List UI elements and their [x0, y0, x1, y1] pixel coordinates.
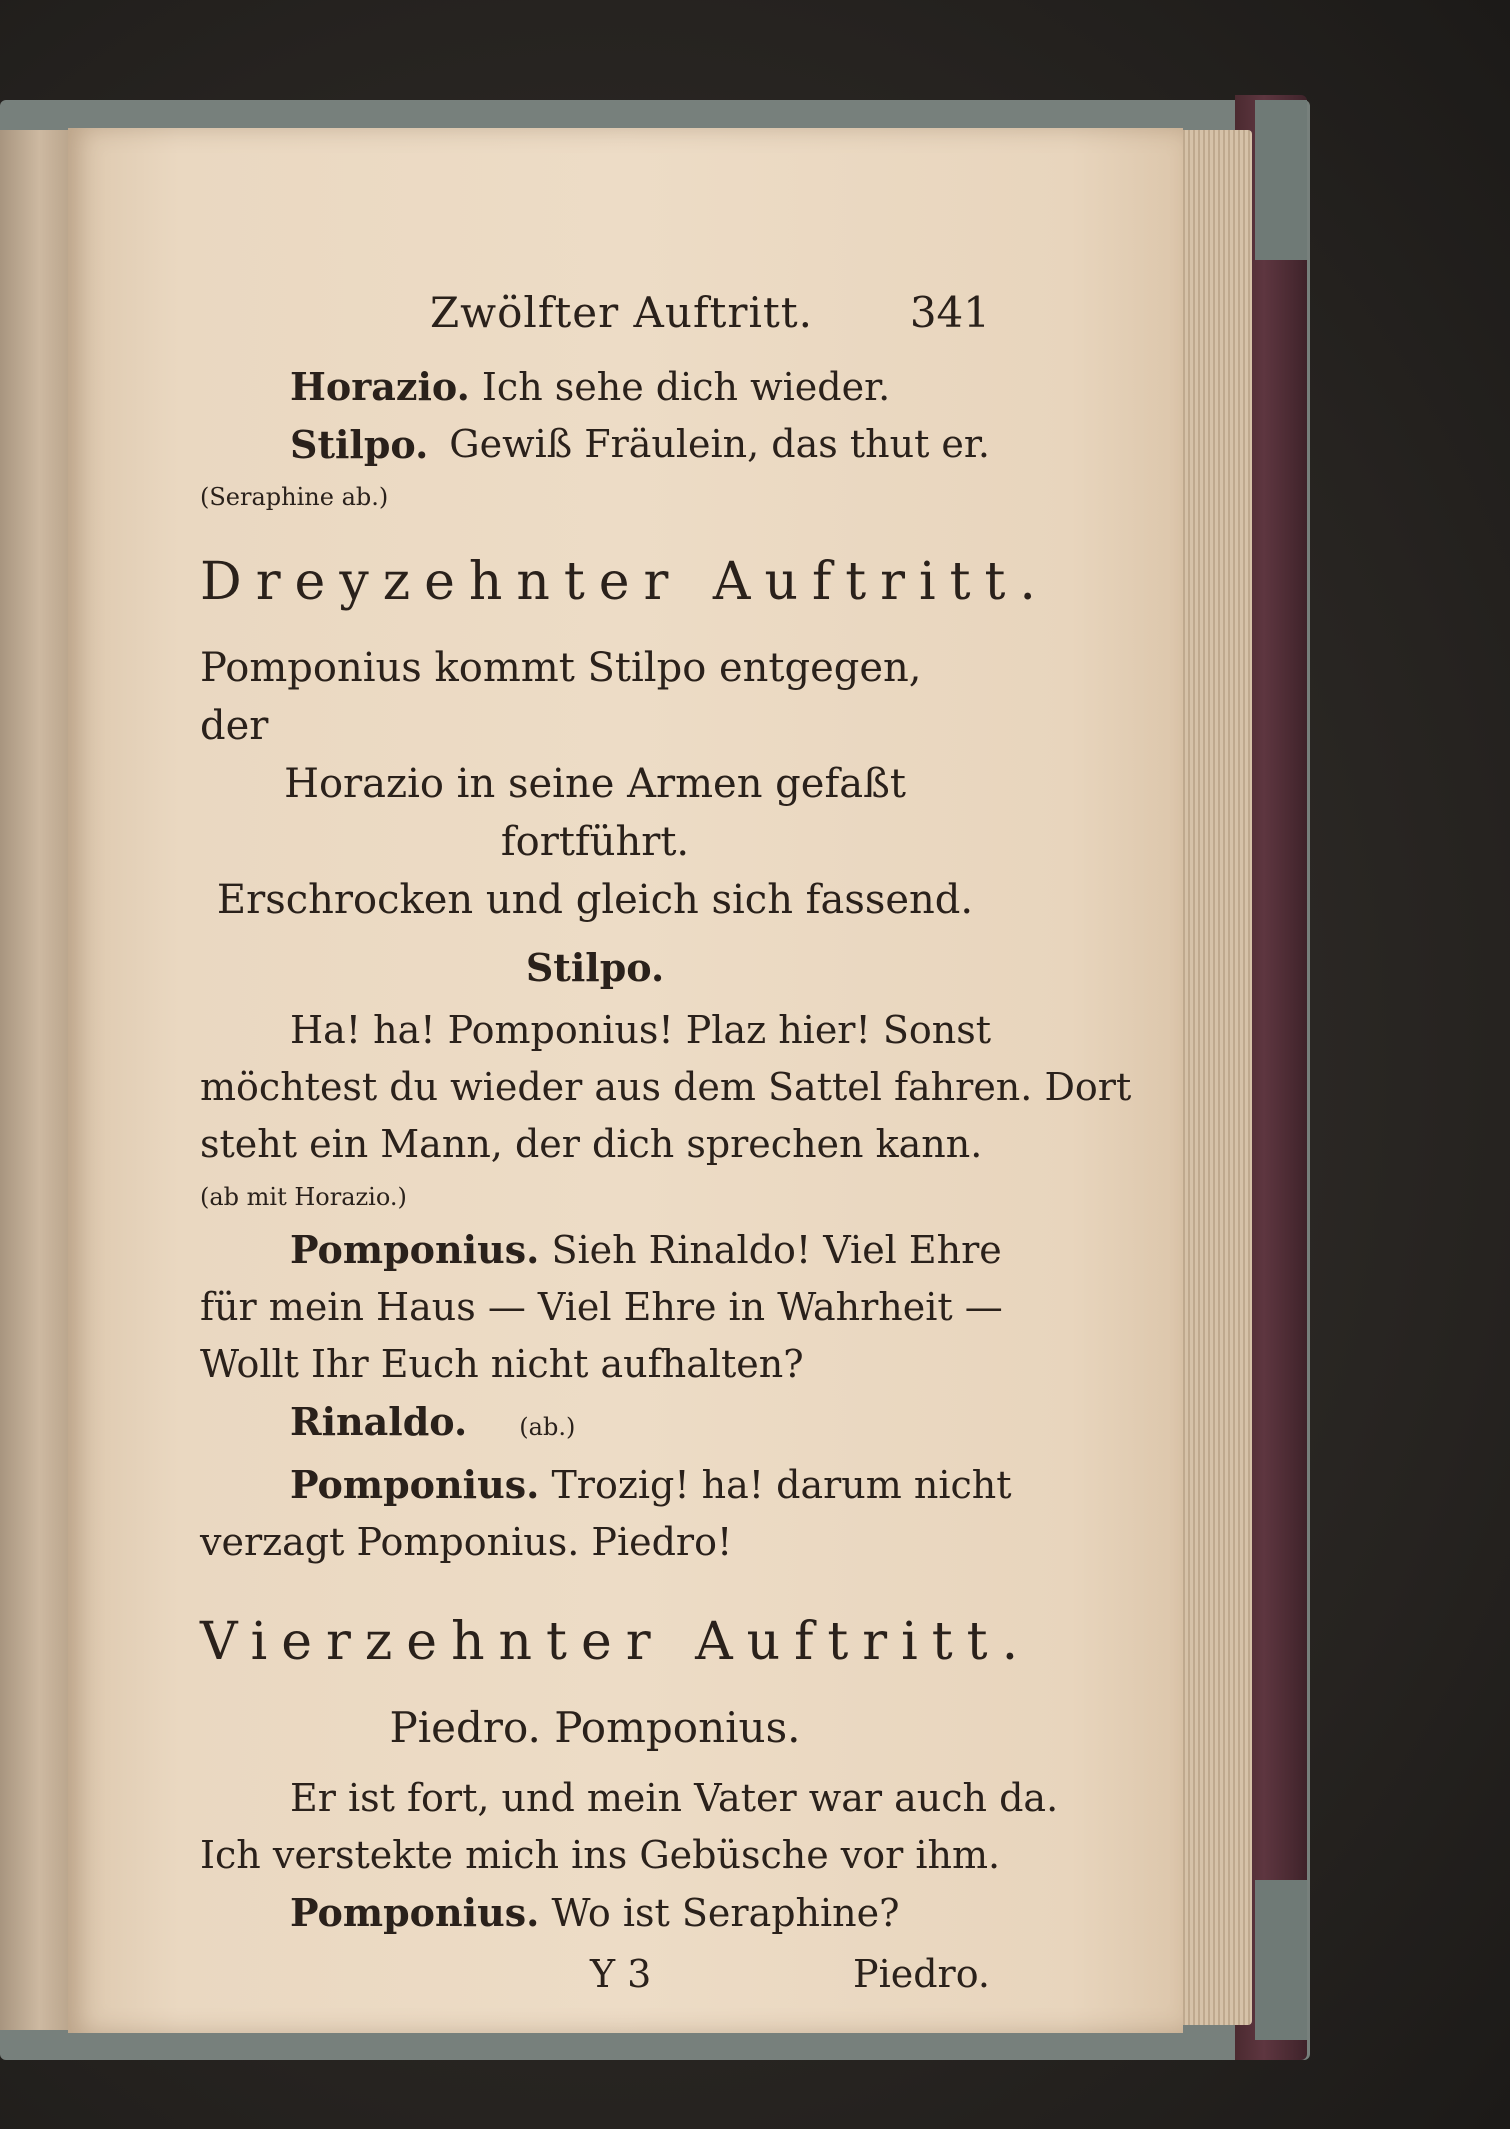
speaker-heading-stilpo: Stilpo. — [525, 945, 665, 990]
speaker-name: Pomponius. — [290, 1462, 540, 1507]
dialogue-line-stilpo — [200, 416, 990, 473]
book-page — [68, 128, 1183, 2033]
speaker-name: Stilpo. — [290, 422, 429, 467]
speech-text: Sieh Rinaldo! Viel Ehre — [551, 1228, 1002, 1272]
speech-line: für mein Haus — Viel Ehre in Wahrheit — — [200, 1285, 1003, 1329]
speech-line: Wollt Ihr Euch nicht aufhalten? — [200, 1342, 804, 1386]
stage-direction-block — [200, 639, 990, 929]
page-text — [200, 288, 1132, 2003]
speech-line: Ha! ha! Pomponius! Plaz hier! Sonst — [290, 1008, 991, 1052]
cover-cloth-top — [1255, 100, 1307, 260]
speech-text: Ich sehe dich wieder. — [481, 365, 891, 409]
left-page-edge — [0, 130, 74, 2030]
stage-direction-line: Horazio in seine Armen gefaßt fortführt. — [284, 761, 906, 865]
speech-text: Gewiß Fräulein, das thut er. — [449, 422, 990, 466]
speaker-name: Pomponius. — [290, 1227, 540, 1272]
speech-line: verzagt Pomponius. Piedro! — [200, 1520, 733, 1564]
stage-direction-exit: (ab mit Horazio.) — [200, 1183, 407, 1211]
catchword: Piedro. — [853, 1952, 990, 1996]
running-head-title: Zwölfter Auftritt. — [430, 288, 813, 337]
stage-direction-exit: (Seraphine ab.) — [200, 483, 389, 511]
dialogue-line-pomponius — [200, 1456, 1012, 1514]
scene-heading-13: Dreyzehnter Auftritt. — [200, 552, 1050, 612]
cover-cloth-bottom — [1255, 1880, 1307, 2040]
page-number: 341 — [909, 288, 990, 337]
speech-line: Er ist fort, und mein Vater war auch da. — [290, 1776, 1059, 1820]
speaker-name: Horazio. — [290, 364, 470, 409]
speaker-name: Rinaldo. — [290, 1399, 468, 1444]
dialogue-line-pomponius — [200, 1884, 990, 1942]
running-head — [200, 288, 990, 358]
scene-heading-14: Vierzehnter Auftritt. — [200, 1612, 1033, 1672]
persons-line: Piedro. Pomponius. — [389, 1703, 801, 1752]
speech-line: möchtest du wieder aus dem Sattel fahren. Dort — [200, 1065, 1132, 1109]
dialogue-line-rinaldo — [200, 1393, 990, 1456]
page-footer — [200, 1946, 990, 2003]
dialogue-line-pomponius — [200, 1221, 1002, 1279]
speech-text: Wo ist Seraphine? — [551, 1891, 900, 1935]
speech-line: Ich verstekte mich ins Gebüsche vor ihm. — [200, 1833, 1001, 1877]
stage-direction-line: Pomponius kommt Stilpo entgegen, der — [200, 645, 922, 749]
speech-text: Trozig! ha! darum nicht — [551, 1463, 1012, 1507]
stage-direction-line: Erschrocken und gleich sich fassend. — [216, 877, 974, 923]
stage-note: (ab.) — [519, 1413, 576, 1441]
dialogue-line-horazio — [200, 358, 990, 416]
speaker-name: Pomponius. — [290, 1890, 540, 1935]
speech-line: steht ein Mann, der dich sprechen kann. — [200, 1122, 983, 1166]
signature-mark: Y 3 — [590, 1952, 652, 1996]
